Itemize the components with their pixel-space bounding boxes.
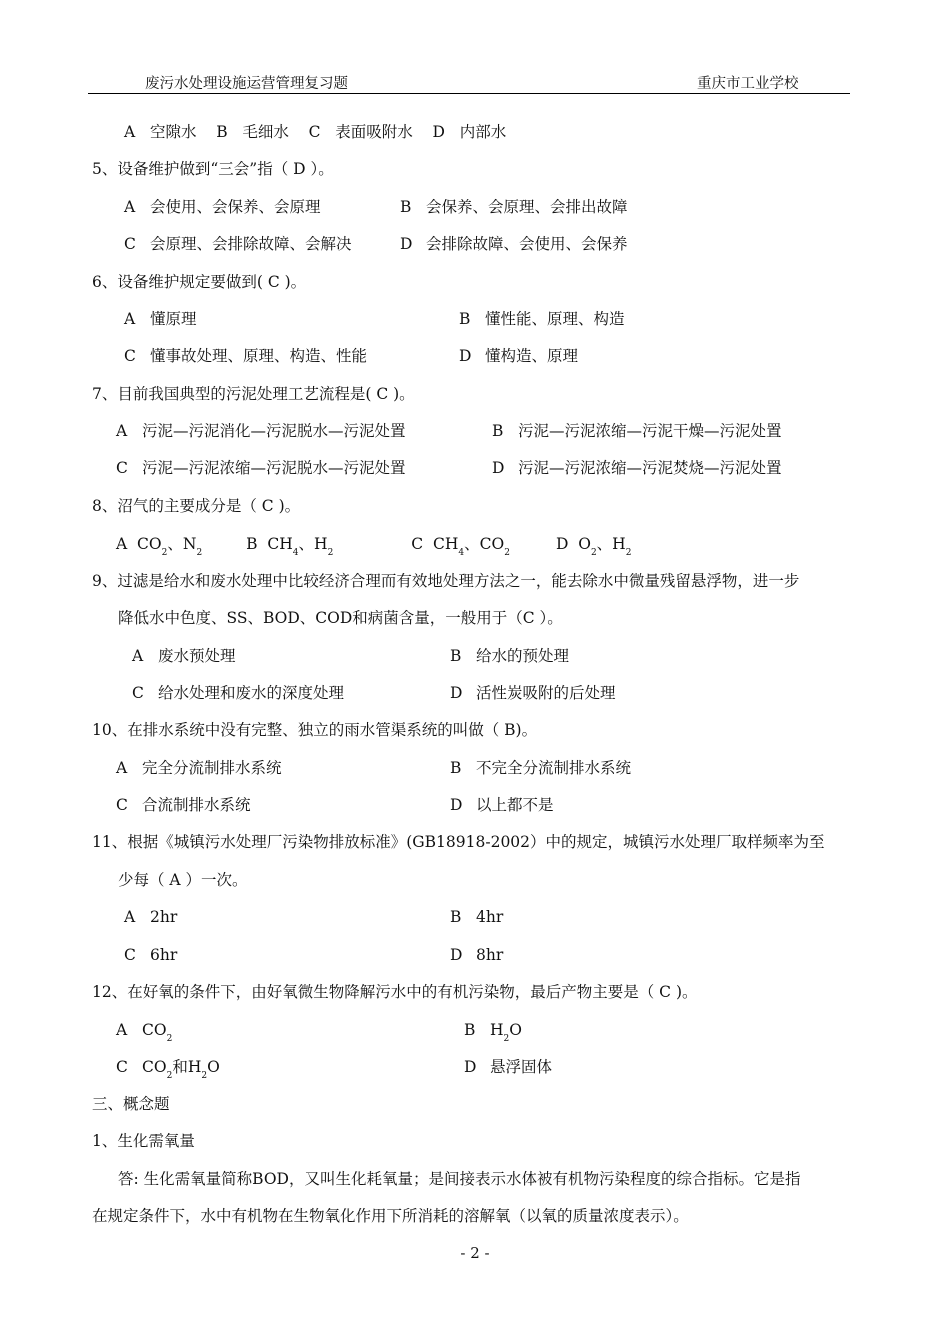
q10-option-b: B 不完全分流制排水系统 bbox=[450, 759, 632, 777]
q7-option-c: C 污泥—污泥浓缩—污泥脱水—污泥处置 bbox=[116, 459, 406, 477]
q12-option-b: B $H_2O$ bbox=[464, 1021, 522, 1044]
q6-option-b: B 懂性能、原理、构造 bbox=[459, 310, 625, 328]
q9-option-d: D 活性炭吸附的后处理 bbox=[450, 684, 616, 702]
q7-stem: 7、目前我国典型的污泥处理工艺流程是( C )。 bbox=[92, 385, 415, 403]
concept-title: 1、生化需氧量 bbox=[92, 1132, 195, 1150]
q10-option-d: D 以上都不是 bbox=[450, 796, 554, 814]
q6-option-d: D 懂构造、原理 bbox=[459, 347, 579, 365]
q11-option-d: D 8hr bbox=[450, 946, 504, 964]
q6-option-c: C 懂事故处理、原理、构造、性能 bbox=[124, 347, 368, 365]
q5-option-d: D 会排除故障、会使用、会保养 bbox=[400, 235, 628, 253]
q10-option-a: A 完全分流制排水系统 bbox=[116, 759, 282, 777]
q11-option-b: B 4hr bbox=[450, 908, 504, 926]
q12-option-c: C $CO_2$和$H_2O$ bbox=[116, 1058, 220, 1081]
option-text: 表面吸附水 bbox=[335, 123, 413, 141]
q9-option-a: A 废水预处理 bbox=[132, 647, 236, 665]
option-letter: B bbox=[216, 123, 228, 141]
q4-options bbox=[124, 122, 506, 142]
q8-options: A $CO_2$、$N_2$ B $CH_4$、$H_2$ C $CH_4$、$CO_2$ D $O_2$、$H_2$ bbox=[116, 535, 632, 558]
q7-option-a: A 污泥—污泥消化—污泥脱水—污泥处置 bbox=[116, 422, 406, 440]
q7-option-d: D 污泥—污泥浓缩—污泥焚烧—污泥处置 bbox=[492, 459, 782, 477]
q9-stem-line2: 降低水中色度、SS、BOD、COD和病菌含量，一般用于（C ）。 bbox=[118, 609, 563, 627]
q11-stem-line2: 少每（ A ）一次。 bbox=[118, 871, 248, 889]
header-title: 废污水处理设施运营管理复习题 bbox=[145, 76, 348, 92]
q12-option-d: D 悬浮固体 bbox=[464, 1058, 553, 1076]
concept-answer-line1: 答: 生化需氧量简称BOD，又叫生化耗氧量；是间接表示水体被有机物污染程度的综合指标。它是指 bbox=[118, 1170, 801, 1188]
option-text: 内部水 bbox=[459, 123, 507, 141]
option-letter: C bbox=[308, 123, 321, 141]
header-divider bbox=[88, 93, 850, 94]
page-number: - 2 - bbox=[460, 1244, 490, 1262]
q10-option-c: C 合流制排水系统 bbox=[116, 796, 251, 814]
q12-stem: 12、在好氧的条件下，由好氧微生物降解污水中的有机污染物，最后产物主要是（ C )。 bbox=[92, 983, 698, 1001]
q9-option-c: C 给水处理和废水的深度处理 bbox=[132, 684, 345, 702]
q10-stem: 10、在排水系统中没有完整、独立的雨水管渠系统的叫做（ B)。 bbox=[92, 721, 538, 739]
q5-option-a: A 会使用、会保养、会原理 bbox=[124, 198, 321, 216]
q7-option-b: B 污泥—污泥浓缩—污泥干燥—污泥处置 bbox=[492, 422, 782, 440]
q9-stem-line1: 9、过滤是给水和废水处理中比较经济合理而有效地处理方法之一，能去除水中微量残留悬浮物，进一步 bbox=[92, 572, 800, 590]
header-school: 重庆市工业学校 bbox=[697, 76, 799, 92]
section-heading: 三、概念题 bbox=[92, 1095, 170, 1113]
q12-option-a: A $CO_2$ bbox=[116, 1021, 173, 1044]
q8-stem: 8、沼气的主要成分是（ C )。 bbox=[92, 497, 301, 515]
concept-answer-line2: 在规定条件下，水中有机物在生物氧化作用下所消耗的溶解氧（以氧的质量浓度表示）。 bbox=[92, 1207, 689, 1225]
q5-option-c: C 会原理、会排除故障、会解决 bbox=[124, 235, 352, 253]
q6-stem: 6、设备维护规定要做到( C )。 bbox=[92, 273, 307, 291]
q5-stem: 5、设备维护做到“三会”指（ D ）。 bbox=[92, 160, 334, 178]
q5-option-b: B 会保养、会原理、会排出故障 bbox=[400, 198, 628, 216]
q11-stem-line1: 11、根据《城镇污水处理厂污染物排放标准》(GB18918-2002）中的规定，城镇污水处理厂取样频率为至 bbox=[92, 833, 825, 851]
q11-option-c: C 6hr bbox=[124, 946, 178, 964]
option-letter: D bbox=[432, 123, 445, 141]
option-text: 空隙水 bbox=[149, 123, 197, 141]
q11-option-a: A 2hr bbox=[124, 908, 178, 926]
option-letter: A bbox=[124, 123, 136, 141]
option-text: 毛细水 bbox=[242, 123, 289, 141]
q6-option-a: A 懂原理 bbox=[124, 310, 197, 328]
q9-option-b: B 给水的预处理 bbox=[450, 647, 570, 665]
